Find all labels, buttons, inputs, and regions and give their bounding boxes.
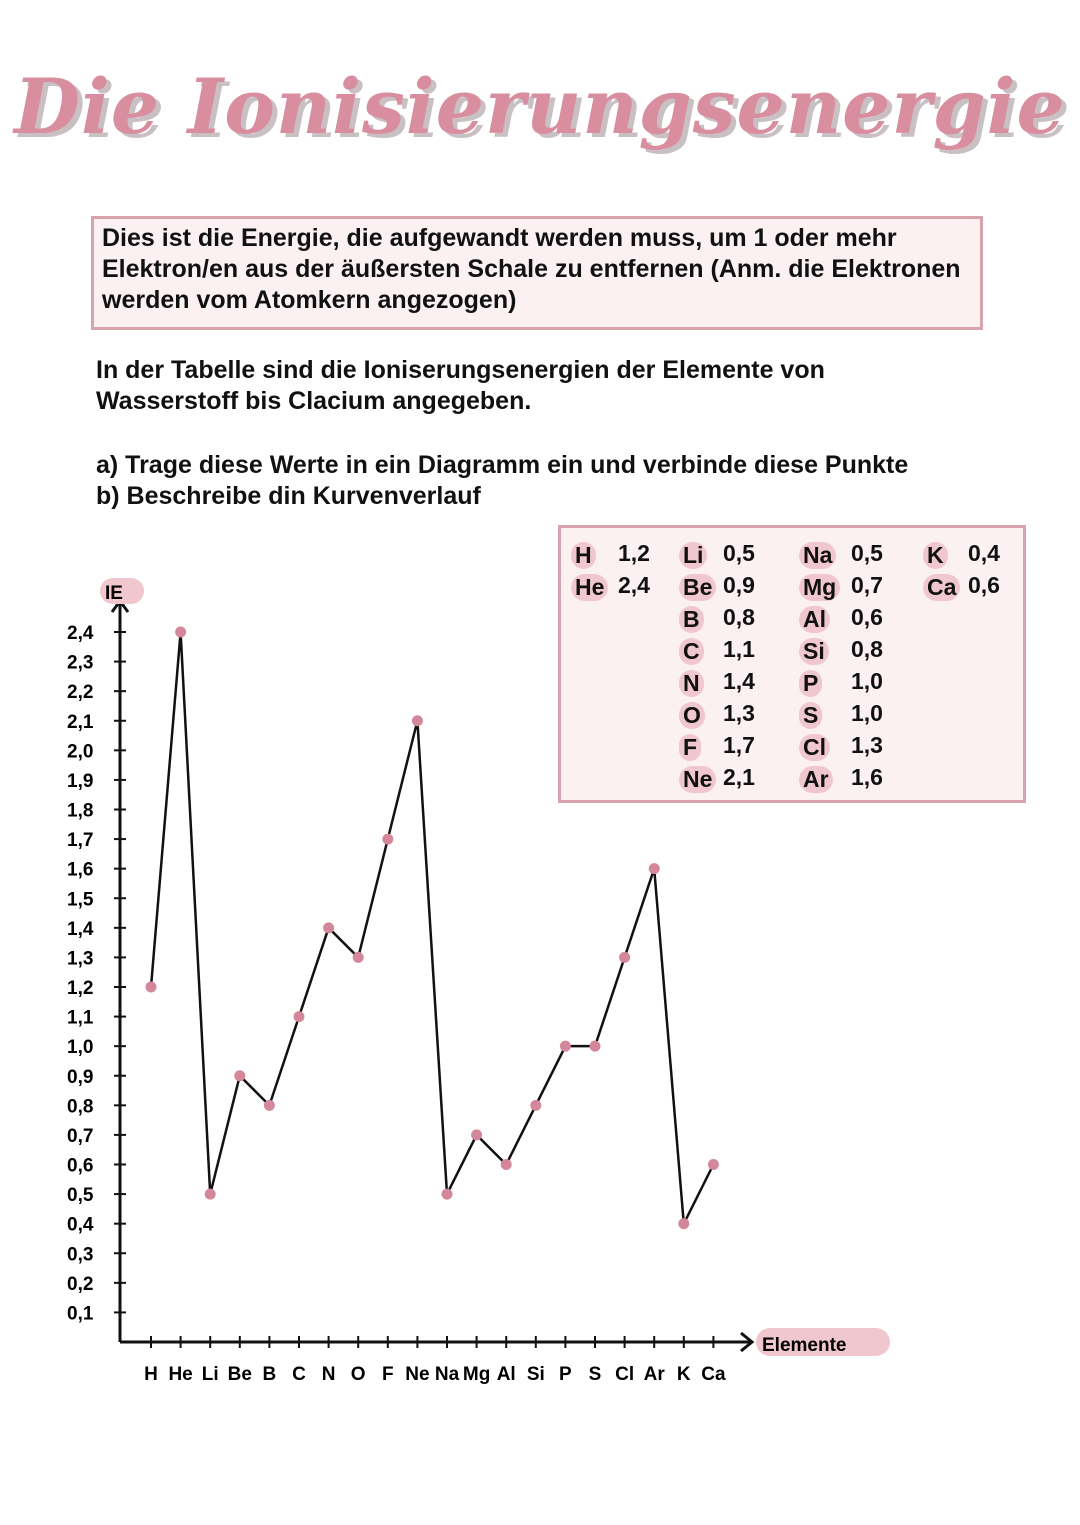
definition-box: Dies ist die Energie, die aufgewandt werden muss, um 1 oder mehr Elektron/en aus der äußersten Schale zu entfernen (Anm. die Elektronen werden vom Atomkern angezogen) bbox=[91, 216, 983, 330]
task-a: a) Trage diese Werte in ein Diagramm ein und verbinde diese Punkte bbox=[96, 451, 909, 479]
y-tick-label: 2,3 bbox=[67, 652, 94, 674]
data-line bbox=[151, 632, 713, 1224]
data-point-n bbox=[323, 922, 334, 933]
y-tick-label: 2,2 bbox=[67, 682, 94, 704]
y-tick-label: 2,4 bbox=[67, 623, 94, 644]
x-tick-label: H bbox=[144, 1364, 158, 1385]
table-value: 2,1 bbox=[723, 764, 755, 790]
x-tick-label: P bbox=[559, 1364, 572, 1385]
x-tick-label: Ca bbox=[701, 1364, 726, 1385]
y-tick-label: 1,6 bbox=[67, 859, 94, 881]
table-value: 0,6 bbox=[968, 572, 1000, 598]
table-symbol: P bbox=[799, 670, 822, 697]
data-point-ne bbox=[412, 715, 423, 726]
x-tick-label: Li bbox=[201, 1364, 219, 1385]
y-tick-label: 1,8 bbox=[67, 800, 94, 822]
y-tick-label: 1,0 bbox=[67, 1037, 94, 1059]
y-tick-label: 0,7 bbox=[67, 1125, 94, 1147]
y-tick-label: 1,2 bbox=[67, 978, 94, 999]
table-symbol: F bbox=[679, 734, 701, 761]
data-point-al bbox=[501, 1159, 512, 1170]
data-point-c bbox=[294, 1011, 305, 1022]
x-tick-label: N bbox=[321, 1364, 336, 1385]
table-symbol: Na bbox=[799, 542, 836, 569]
table-symbol: Be bbox=[679, 574, 716, 601]
x-tick-label: K bbox=[676, 1364, 691, 1385]
data-point-ca bbox=[708, 1159, 719, 1170]
y-tick-label: 0,6 bbox=[67, 1155, 94, 1177]
table-symbol: Ca bbox=[923, 574, 960, 601]
intro-text: In der Tabelle sind die Ioniserungsenergien der Elemente von Wasserstoff bis Clacium angegeben. bbox=[96, 356, 825, 415]
table-value: 1,0 bbox=[851, 700, 883, 726]
data-point-cl bbox=[619, 952, 630, 963]
table-value: 1,6 bbox=[851, 764, 883, 790]
y-tick-label: 1,3 bbox=[67, 948, 94, 970]
table-value: 0,8 bbox=[851, 636, 883, 662]
x-tick-label: Be bbox=[227, 1364, 252, 1385]
table-value: 1,7 bbox=[723, 732, 755, 758]
table-symbol: Si bbox=[799, 638, 829, 665]
data-point-na bbox=[442, 1189, 453, 1200]
y-tick-label: 0,3 bbox=[67, 1244, 94, 1266]
x-tick-label: S bbox=[588, 1364, 602, 1385]
table-value: 0,6 bbox=[851, 604, 883, 630]
y-tick-label: 0,5 bbox=[67, 1185, 94, 1207]
y-tick-label: 1,7 bbox=[67, 830, 94, 852]
data-point-k bbox=[678, 1218, 689, 1229]
y-tick-label: 0,1 bbox=[67, 1303, 94, 1325]
data-point-he bbox=[175, 627, 186, 638]
x-tick-label: Al bbox=[496, 1364, 516, 1385]
x-tick-label: O bbox=[350, 1364, 366, 1385]
x-tick-label: F bbox=[381, 1364, 394, 1385]
table-symbol: Li bbox=[679, 542, 707, 569]
page-title: Die Ionisierungsenergie bbox=[14, 62, 1066, 151]
y-tick-label: 0,8 bbox=[67, 1096, 94, 1118]
x-tick-label: C bbox=[292, 1364, 306, 1385]
table-symbol: K bbox=[923, 542, 948, 569]
x-tick-label: Ar bbox=[643, 1364, 665, 1385]
table-symbol: N bbox=[679, 670, 704, 697]
table-value: 0,5 bbox=[851, 540, 883, 566]
y-tick-label: 2,1 bbox=[67, 711, 94, 733]
table-value: 0,5 bbox=[723, 540, 755, 566]
y-axis-label: IE bbox=[105, 583, 123, 604]
y-tick-label: 1,4 bbox=[67, 918, 94, 940]
task-b: b) Beschreibe din Kurvenverlauf bbox=[96, 482, 481, 510]
data-point-h bbox=[146, 982, 157, 993]
table-symbol: C bbox=[679, 638, 704, 665]
data-point-ar bbox=[649, 863, 660, 874]
x-axis-label: Elemente bbox=[762, 1335, 847, 1356]
x-tick-label: Na bbox=[434, 1364, 460, 1385]
x-tick-label: Cl bbox=[615, 1364, 635, 1385]
table-value: 1,4 bbox=[723, 668, 755, 694]
table-symbol: O bbox=[679, 702, 705, 729]
data-point-p bbox=[560, 1041, 571, 1052]
table-value: 0,4 bbox=[968, 540, 1000, 566]
y-tick-label: 0,4 bbox=[67, 1214, 94, 1236]
x-tick-label: B bbox=[262, 1364, 277, 1385]
data-point-o bbox=[353, 952, 364, 963]
y-tick-label: 1,5 bbox=[67, 889, 94, 911]
table-value: 1,0 bbox=[851, 668, 883, 694]
data-point-f bbox=[382, 834, 393, 845]
table-symbol: H bbox=[571, 542, 596, 569]
table-symbol: He bbox=[571, 574, 608, 601]
x-tick-label: Ne bbox=[405, 1364, 430, 1385]
x-tick-label: Si bbox=[526, 1364, 545, 1385]
table-value: 2,4 bbox=[618, 572, 650, 598]
data-point-mg bbox=[471, 1129, 482, 1140]
table-value: 1,3 bbox=[851, 732, 883, 758]
y-tick-label: 1,9 bbox=[67, 770, 94, 792]
table-value: 1,1 bbox=[723, 636, 755, 662]
table-symbol: Cl bbox=[799, 734, 830, 761]
data-point-b bbox=[264, 1100, 275, 1111]
table-symbol: Al bbox=[799, 606, 830, 633]
data-point-si bbox=[530, 1100, 541, 1111]
table-symbol: Ne bbox=[679, 766, 716, 793]
table-value: 0,9 bbox=[723, 572, 755, 598]
table-symbol: Ar bbox=[799, 766, 833, 793]
y-tick-label: 0,9 bbox=[67, 1066, 94, 1088]
x-tick-label: He bbox=[168, 1364, 193, 1385]
y-tick-label: 0,2 bbox=[67, 1273, 94, 1295]
data-point-be bbox=[234, 1070, 245, 1081]
y-tick-label: 1,1 bbox=[67, 1007, 94, 1029]
table-symbol: Mg bbox=[799, 574, 840, 601]
y-tick-label: 2,0 bbox=[67, 741, 94, 763]
x-tick-label: Mg bbox=[462, 1364, 491, 1385]
data-point-li bbox=[205, 1189, 216, 1200]
table-symbol: B bbox=[679, 606, 704, 633]
table-value: 0,8 bbox=[723, 604, 755, 630]
data-point-s bbox=[590, 1041, 601, 1052]
table-value: 0,7 bbox=[851, 572, 883, 598]
table-value: 1,3 bbox=[723, 700, 755, 726]
table-value: 1,2 bbox=[618, 540, 650, 566]
table-symbol: S bbox=[799, 702, 822, 729]
